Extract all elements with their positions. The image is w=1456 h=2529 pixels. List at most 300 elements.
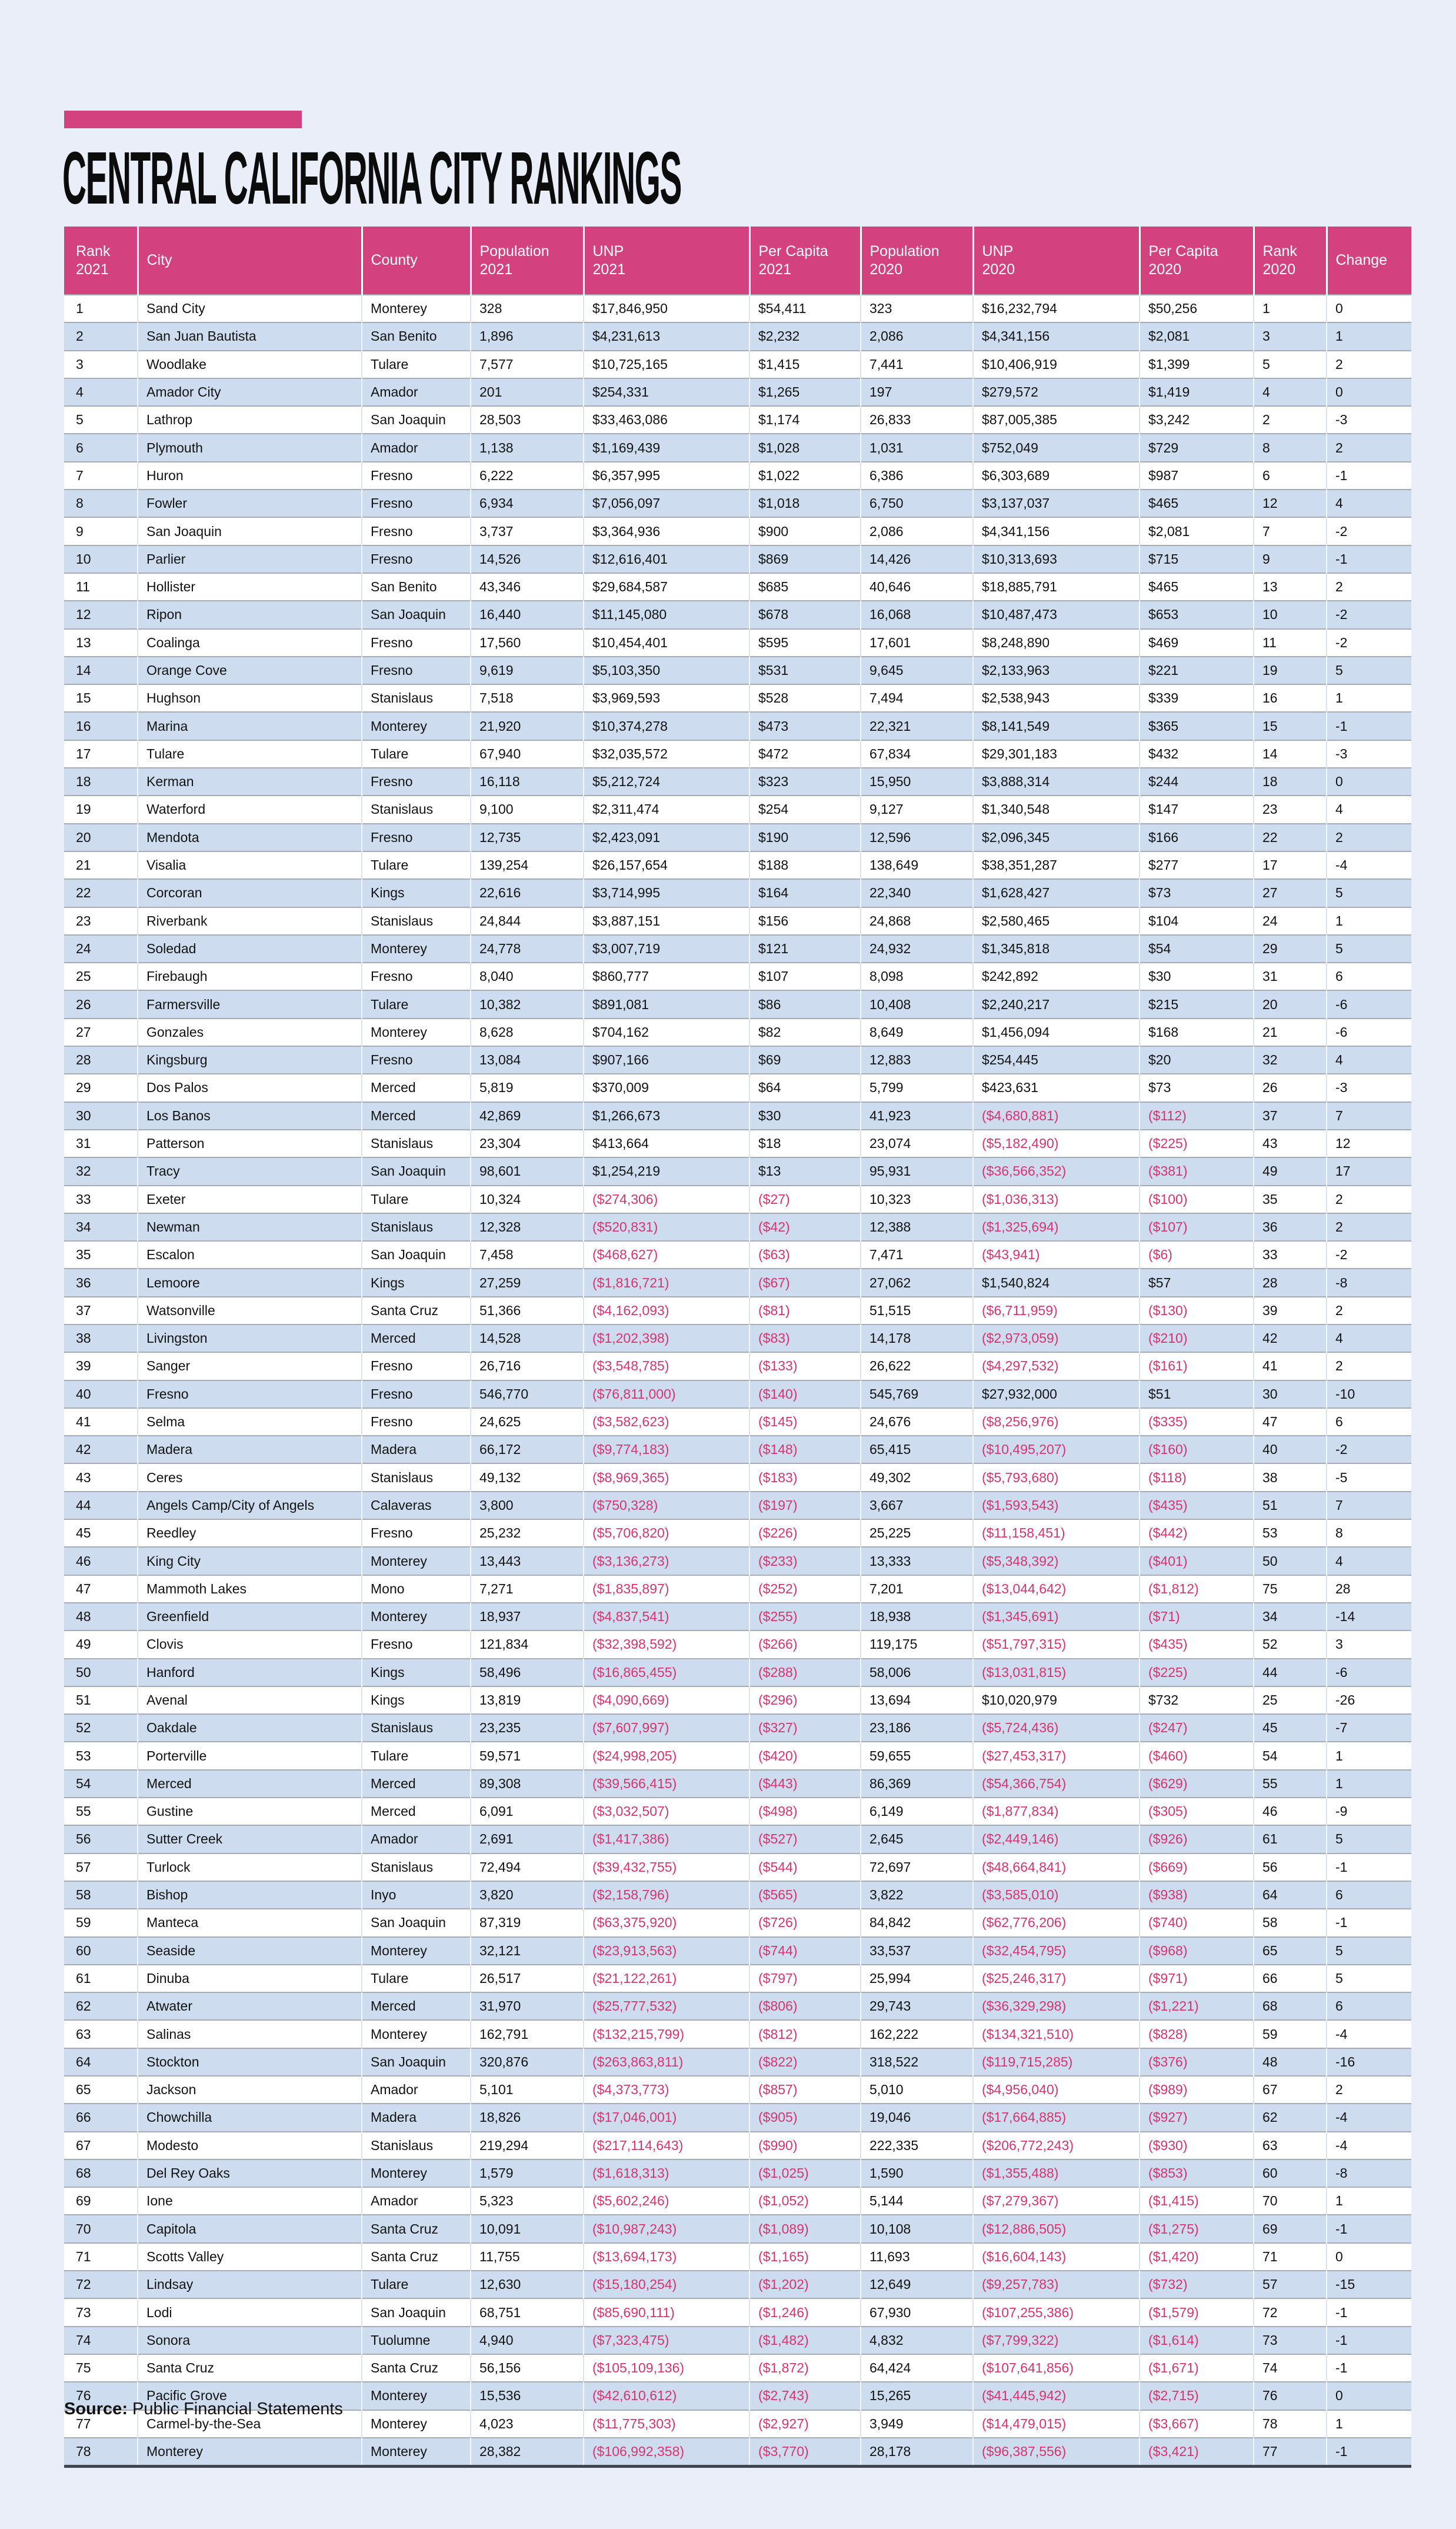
cell-pc2020: $2,081 xyxy=(1140,517,1254,545)
cell-county: Kings xyxy=(362,1659,471,1686)
cell-pc2021: $869 xyxy=(749,545,861,573)
cell-unp2021: $3,007,719 xyxy=(584,935,749,963)
cell-city: Patterson xyxy=(138,1130,362,1157)
cell-pop2021: 121,834 xyxy=(471,1630,584,1658)
cell-unp2021: ($63,375,920) xyxy=(584,1909,749,1936)
cell-pop2020: 23,074 xyxy=(861,1130,973,1157)
cell-unp2021: $3,969,593 xyxy=(584,684,749,712)
cell-city: Riverbank xyxy=(138,907,362,935)
cell-pop2020: 65,415 xyxy=(861,1436,973,1463)
cell-pop2021: 18,937 xyxy=(471,1603,584,1630)
cell-pop2020: 1,590 xyxy=(861,2159,973,2187)
cell-pc2021: ($27) xyxy=(749,1186,861,1213)
cell-change: 2 xyxy=(1327,824,1411,851)
table-row xyxy=(64,1881,1411,1909)
cell-pc2021: ($420) xyxy=(749,1742,861,1769)
cell-rank2021: 34 xyxy=(64,1213,138,1241)
table-row xyxy=(64,740,1411,768)
cell-change: -2 xyxy=(1327,517,1411,545)
cell-rank2020: 63 xyxy=(1254,2132,1327,2159)
cell-city: Sonora xyxy=(138,2327,362,2354)
cell-pc2020: $987 xyxy=(1140,462,1254,490)
cell-county: Madera xyxy=(362,2104,471,2131)
cell-unp2021: ($1,816,721) xyxy=(584,1269,749,1296)
cell-pc2020: ($926) xyxy=(1140,1825,1254,1853)
cell-pop2021: 3,820 xyxy=(471,1881,584,1909)
cell-unp2021: ($15,180,254) xyxy=(584,2271,749,2298)
cell-pc2021: $82 xyxy=(749,1019,861,1046)
cell-county: Merced xyxy=(362,1992,471,2020)
cell-unp2021: ($39,432,755) xyxy=(584,1854,749,1881)
cell-rank2021: 15 xyxy=(64,684,138,712)
cell-pop2020: 6,386 xyxy=(861,462,973,490)
cell-pop2020: 67,930 xyxy=(861,2298,973,2326)
table-row xyxy=(64,1157,1411,1185)
cell-city: Manteca xyxy=(138,1909,362,1936)
cell-rank2020: 28 xyxy=(1254,1269,1327,1296)
cell-pop2021: 12,630 xyxy=(471,2271,584,2298)
cell-unp2021: ($274,306) xyxy=(584,1186,749,1213)
table-row xyxy=(64,1909,1411,1936)
cell-unp2021: ($4,837,541) xyxy=(584,1603,749,1630)
cell-rank2020: 62 xyxy=(1254,2104,1327,2131)
cell-pc2021: ($726) xyxy=(749,1909,861,1936)
cell-unp2021: ($3,582,623) xyxy=(584,1408,749,1436)
cell-pc2020: $3,242 xyxy=(1140,406,1254,434)
cell-pop2021: 13,443 xyxy=(471,1547,584,1575)
cell-rank2021: 39 xyxy=(64,1352,138,1380)
cell-pc2020: ($732) xyxy=(1140,2271,1254,2298)
table-row xyxy=(64,295,1411,322)
cell-change: -1 xyxy=(1327,2298,1411,2326)
cell-rank2021: 25 xyxy=(64,963,138,990)
cell-pop2021: 1,896 xyxy=(471,322,584,350)
cell-county: Merced xyxy=(362,1770,471,1798)
cell-city: Visalia xyxy=(138,851,362,879)
table-row xyxy=(64,1213,1411,1241)
cell-change: 2 xyxy=(1327,1213,1411,1241)
cell-pc2020: ($376) xyxy=(1140,2048,1254,2076)
cell-unp2020: $8,248,890 xyxy=(973,629,1140,657)
cell-pop2020: 23,186 xyxy=(861,1714,973,1742)
cell-rank2021: 3 xyxy=(64,351,138,378)
cell-county: Monterey xyxy=(362,295,471,322)
cell-pop2021: 7,458 xyxy=(471,1241,584,1269)
table-row xyxy=(64,1019,1411,1046)
cell-rank2020: 17 xyxy=(1254,851,1327,879)
cell-unp2021: $907,166 xyxy=(584,1046,749,1074)
cell-pop2020: 5,144 xyxy=(861,2187,973,2215)
cell-rank2020: 58 xyxy=(1254,1909,1327,1936)
cell-pc2020: ($853) xyxy=(1140,2159,1254,2187)
cell-unp2020: ($4,956,040) xyxy=(973,2076,1140,2104)
cell-change: 2 xyxy=(1327,1186,1411,1213)
cell-rank2020: 32 xyxy=(1254,1046,1327,1074)
cell-pc2021: ($1,482) xyxy=(749,2327,861,2354)
cell-city: Mendota xyxy=(138,824,362,851)
cell-pc2020: $1,399 xyxy=(1140,351,1254,378)
table-row xyxy=(64,2243,1411,2271)
cell-unp2020: $10,020,979 xyxy=(973,1686,1140,1714)
table-row xyxy=(64,1380,1411,1408)
table-row xyxy=(64,1269,1411,1296)
cell-unp2020: $4,341,156 xyxy=(973,517,1140,545)
cell-change: -1 xyxy=(1327,2438,1411,2467)
cell-pc2020: $277 xyxy=(1140,851,1254,879)
cell-unp2020: ($1,877,834) xyxy=(973,1798,1140,1825)
cell-city: Capitola xyxy=(138,2215,362,2242)
table-row xyxy=(64,684,1411,712)
cell-pc2021: ($990) xyxy=(749,2132,861,2159)
cell-rank2020: 25 xyxy=(1254,1686,1327,1714)
cell-city: Firebaugh xyxy=(138,963,362,990)
cell-rank2020: 9 xyxy=(1254,545,1327,573)
cell-pop2021: 16,118 xyxy=(471,768,584,796)
cell-pc2021: ($148) xyxy=(749,1436,861,1463)
cell-unp2020: ($9,257,783) xyxy=(973,2271,1140,2298)
cell-city: Soledad xyxy=(138,935,362,963)
cell-city: Dinuba xyxy=(138,1965,362,1992)
cell-rank2021: 36 xyxy=(64,1269,138,1296)
cell-pc2021: $254 xyxy=(749,796,861,823)
cell-rank2021: 69 xyxy=(64,2187,138,2215)
cell-pop2021: 3,800 xyxy=(471,1492,584,1519)
cell-pop2020: 10,408 xyxy=(861,990,973,1018)
cell-unp2020: $27,932,000 xyxy=(973,1380,1140,1408)
table-row xyxy=(64,462,1411,490)
cell-pop2021: 546,770 xyxy=(471,1380,584,1408)
cell-rank2020: 24 xyxy=(1254,907,1327,935)
cell-rank2020: 56 xyxy=(1254,1854,1327,1881)
cell-pop2021: 51,366 xyxy=(471,1297,584,1325)
cell-pc2020: $166 xyxy=(1140,824,1254,851)
cell-rank2021: 4 xyxy=(64,378,138,406)
cell-rank2021: 71 xyxy=(64,2243,138,2271)
cell-county: Stanislaus xyxy=(362,684,471,712)
cell-rank2020: 26 xyxy=(1254,1074,1327,1102)
cell-rank2021: 13 xyxy=(64,629,138,657)
cell-unp2020: $6,303,689 xyxy=(973,462,1140,490)
cell-pop2021: 4,940 xyxy=(471,2327,584,2354)
cell-change: -14 xyxy=(1327,1603,1411,1630)
cell-unp2020: $752,049 xyxy=(973,434,1140,461)
cell-pop2021: 24,778 xyxy=(471,935,584,963)
cell-pc2020: ($118) xyxy=(1140,1463,1254,1491)
cell-city: Clovis xyxy=(138,1630,362,1658)
cell-pc2020: ($1,671) xyxy=(1140,2354,1254,2382)
cell-pc2020: $365 xyxy=(1140,712,1254,740)
cell-county: Merced xyxy=(362,1798,471,1825)
cell-pc2021: ($288) xyxy=(749,1659,861,1686)
cell-pc2021: ($806) xyxy=(749,1992,861,2020)
cell-county: Santa Cruz xyxy=(362,2243,471,2271)
cell-change: 17 xyxy=(1327,1157,1411,1185)
cell-pc2021: ($266) xyxy=(749,1630,861,1658)
cell-rank2021: 55 xyxy=(64,1798,138,1825)
cell-change: -3 xyxy=(1327,406,1411,434)
cell-city: Lathrop xyxy=(138,406,362,434)
cell-pop2020: 3,667 xyxy=(861,1492,973,1519)
cell-change: -16 xyxy=(1327,2048,1411,2076)
cell-unp2021: $11,145,080 xyxy=(584,601,749,628)
column-header-change: Change xyxy=(1327,227,1411,295)
cell-pc2020: ($442) xyxy=(1140,1519,1254,1547)
cell-change: 6 xyxy=(1327,963,1411,990)
cell-rank2021: 62 xyxy=(64,1992,138,2020)
cell-pc2020: ($740) xyxy=(1140,1909,1254,1936)
cell-pop2021: 14,526 xyxy=(471,545,584,573)
cell-pc2021: $107 xyxy=(749,963,861,990)
table-row xyxy=(64,2187,1411,2215)
cell-pc2020: ($100) xyxy=(1140,1186,1254,1213)
cell-pc2021: $595 xyxy=(749,629,861,657)
cell-unp2021: ($16,865,455) xyxy=(584,1659,749,1686)
cell-change: 1 xyxy=(1327,2187,1411,2215)
cell-unp2020: $2,538,943 xyxy=(973,684,1140,712)
cell-city: Kingsburg xyxy=(138,1046,362,1074)
cell-pc2020: ($225) xyxy=(1140,1130,1254,1157)
cell-county: Fresno xyxy=(362,517,471,545)
cell-rank2021: 61 xyxy=(64,1965,138,1992)
cell-rank2020: 16 xyxy=(1254,684,1327,712)
cell-rank2020: 37 xyxy=(1254,1102,1327,1130)
cell-unp2021: $10,725,165 xyxy=(584,351,749,378)
cell-pc2020: $147 xyxy=(1140,796,1254,823)
cell-county: Fresno xyxy=(362,1519,471,1547)
cell-unp2020: ($2,973,059) xyxy=(973,1325,1140,1352)
cell-pc2021: $164 xyxy=(749,879,861,907)
cell-pc2021: $473 xyxy=(749,712,861,740)
cell-rank2021: 75 xyxy=(64,2354,138,2382)
cell-pop2021: 28,382 xyxy=(471,2438,584,2467)
cell-unp2021: ($3,136,273) xyxy=(584,1547,749,1575)
cell-pop2021: 24,625 xyxy=(471,1408,584,1436)
cell-unp2020: ($13,031,815) xyxy=(973,1659,1140,1686)
cell-pop2021: 8,628 xyxy=(471,1019,584,1046)
column-header-unp2021: UNP 2021 xyxy=(584,227,749,295)
cell-pop2020: 2,086 xyxy=(861,322,973,350)
cell-county: Santa Cruz xyxy=(362,2215,471,2242)
cell-city: Modesto xyxy=(138,2132,362,2159)
cell-change: 12 xyxy=(1327,1130,1411,1157)
cell-pc2021: ($1,872) xyxy=(749,2354,861,2382)
cell-pc2021: ($63) xyxy=(749,1241,861,1269)
cell-city: Lemoore xyxy=(138,1269,362,1296)
cell-unp2021: $860,777 xyxy=(584,963,749,990)
table-row xyxy=(64,573,1411,601)
cell-county: Stanislaus xyxy=(362,907,471,935)
cell-unp2021: $5,212,724 xyxy=(584,768,749,796)
cell-rank2021: 51 xyxy=(64,1686,138,1714)
cell-pop2021: 32,121 xyxy=(471,1937,584,1965)
cell-pop2021: 5,101 xyxy=(471,2076,584,2104)
header-row xyxy=(64,227,1411,295)
table-row xyxy=(64,351,1411,378)
table-row xyxy=(64,851,1411,879)
cell-city: Salinas xyxy=(138,2020,362,2048)
cell-county: Fresno xyxy=(362,1046,471,1074)
cell-unp2020: $1,456,094 xyxy=(973,1019,1140,1046)
cell-county: Tulare xyxy=(362,1742,471,1769)
table-row xyxy=(64,1408,1411,1436)
cell-pop2020: 19,046 xyxy=(861,2104,973,2131)
cell-rank2021: 1 xyxy=(64,295,138,322)
cell-unp2020: ($51,797,315) xyxy=(973,1630,1140,1658)
cell-pc2020: $244 xyxy=(1140,768,1254,796)
cell-change: 0 xyxy=(1327,768,1411,796)
cell-county: Monterey xyxy=(362,1603,471,1630)
table-row xyxy=(64,1463,1411,1491)
cell-city: Jackson xyxy=(138,2076,362,2104)
cell-pop2020: 64,424 xyxy=(861,2354,973,2382)
cell-city: Bishop xyxy=(138,1881,362,1909)
cell-unp2020: $1,628,427 xyxy=(973,879,1140,907)
cell-unp2020: $8,141,549 xyxy=(973,712,1140,740)
cell-pc2021: ($822) xyxy=(749,2048,861,2076)
cell-county: Fresno xyxy=(362,462,471,490)
cell-city: Gustine xyxy=(138,1798,362,1825)
cell-city: Lindsay xyxy=(138,2271,362,2298)
cell-pc2020: $715 xyxy=(1140,545,1254,573)
cell-unp2020: ($62,776,206) xyxy=(973,1909,1140,1936)
cell-rank2020: 21 xyxy=(1254,1019,1327,1046)
cell-rank2020: 45 xyxy=(1254,1714,1327,1742)
cell-unp2021: ($7,607,997) xyxy=(584,1714,749,1742)
cell-pop2021: 6,091 xyxy=(471,1798,584,1825)
cell-pc2020: ($247) xyxy=(1140,1714,1254,1742)
cell-city: Amador City xyxy=(138,378,362,406)
table-row xyxy=(64,2020,1411,2048)
cell-unp2020: ($107,255,386) xyxy=(973,2298,1140,2326)
cell-unp2021: ($4,090,669) xyxy=(584,1686,749,1714)
cell-pop2020: 24,676 xyxy=(861,1408,973,1436)
cell-rank2021: 8 xyxy=(64,490,138,517)
cell-county: San Joaquin xyxy=(362,2048,471,2076)
cell-unp2021: $891,081 xyxy=(584,990,749,1018)
table-row xyxy=(64,490,1411,517)
cell-pc2020: $104 xyxy=(1140,907,1254,935)
cell-rank2020: 52 xyxy=(1254,1630,1327,1658)
cell-rank2020: 43 xyxy=(1254,1130,1327,1157)
table-header xyxy=(64,227,1411,295)
cell-change: 4 xyxy=(1327,796,1411,823)
table-row xyxy=(64,1854,1411,1881)
table-row xyxy=(64,517,1411,545)
cell-change: 3 xyxy=(1327,1630,1411,1658)
cell-unp2020: $10,487,473 xyxy=(973,601,1140,628)
cell-city: San Juan Bautista xyxy=(138,322,362,350)
cell-unp2021: ($1,835,897) xyxy=(584,1575,749,1603)
cell-rank2020: 41 xyxy=(1254,1352,1327,1380)
cell-pc2020: ($1,812) xyxy=(1140,1575,1254,1603)
cell-pop2020: 51,515 xyxy=(861,1297,973,1325)
cell-pop2021: 7,271 xyxy=(471,1575,584,1603)
cell-pop2020: 28,178 xyxy=(861,2438,973,2467)
cell-change: 4 xyxy=(1327,1547,1411,1575)
cell-change: -6 xyxy=(1327,1019,1411,1046)
cell-rank2021: 43 xyxy=(64,1463,138,1491)
cell-unp2021: ($10,987,243) xyxy=(584,2215,749,2242)
cell-rank2020: 8 xyxy=(1254,434,1327,461)
cell-rank2020: 77 xyxy=(1254,2438,1327,2467)
cell-city: Ripon xyxy=(138,601,362,628)
cell-pop2021: 5,323 xyxy=(471,2187,584,2215)
cell-pc2020: ($401) xyxy=(1140,1547,1254,1575)
table-row xyxy=(64,935,1411,963)
cell-change: 5 xyxy=(1327,657,1411,684)
cell-unp2020: ($119,715,285) xyxy=(973,2048,1140,2076)
table-row xyxy=(64,1798,1411,1825)
cell-county: San Joaquin xyxy=(362,601,471,628)
cell-rank2021: 33 xyxy=(64,1186,138,1213)
cell-pop2021: 25,232 xyxy=(471,1519,584,1547)
cell-unp2021: ($5,706,820) xyxy=(584,1519,749,1547)
cell-rank2021: 48 xyxy=(64,1603,138,1630)
cell-pop2020: 15,950 xyxy=(861,768,973,796)
cell-pop2020: 9,127 xyxy=(861,796,973,823)
cell-unp2021: $1,254,219 xyxy=(584,1157,749,1185)
cell-pop2021: 11,755 xyxy=(471,2243,584,2271)
cell-pc2020: $215 xyxy=(1140,990,1254,1018)
cell-city: Selma xyxy=(138,1408,362,1436)
cell-pop2020: 16,068 xyxy=(861,601,973,628)
cell-pop2021: 1,138 xyxy=(471,434,584,461)
cell-rank2020: 67 xyxy=(1254,2076,1327,2104)
cell-county: Fresno xyxy=(362,1352,471,1380)
cell-pop2021: 6,222 xyxy=(471,462,584,490)
cell-pop2021: 13,819 xyxy=(471,1686,584,1714)
cell-pop2021: 162,791 xyxy=(471,2020,584,2048)
cell-pc2020: ($629) xyxy=(1140,1770,1254,1798)
cell-county: San Benito xyxy=(362,322,471,350)
cell-pop2021: 12,328 xyxy=(471,1213,584,1241)
table-row xyxy=(64,657,1411,684)
cell-rank2020: 19 xyxy=(1254,657,1327,684)
cell-change: 6 xyxy=(1327,1881,1411,1909)
cell-rank2020: 2 xyxy=(1254,406,1327,434)
cell-county: Monterey xyxy=(362,1547,471,1575)
cell-city: Sutter Creek xyxy=(138,1825,362,1853)
cell-pc2021: ($1,246) xyxy=(749,2298,861,2326)
cell-pc2021: ($565) xyxy=(749,1881,861,1909)
cell-pop2020: 72,697 xyxy=(861,1854,973,1881)
cell-county: San Joaquin xyxy=(362,2298,471,2326)
cell-pop2021: 201 xyxy=(471,378,584,406)
cell-pop2020: 5,799 xyxy=(861,1074,973,1102)
cell-unp2021: ($1,618,313) xyxy=(584,2159,749,2187)
cell-rank2020: 11 xyxy=(1254,629,1327,657)
cell-city: Coalinga xyxy=(138,629,362,657)
cell-pc2021: $528 xyxy=(749,684,861,712)
cell-pc2021: ($527) xyxy=(749,1825,861,1853)
cell-pop2020: 22,321 xyxy=(861,712,973,740)
cell-city: Plymouth xyxy=(138,434,362,461)
cell-rank2021: 46 xyxy=(64,1547,138,1575)
cell-change: -4 xyxy=(1327,2132,1411,2159)
cell-unp2021: $370,009 xyxy=(584,1074,749,1102)
cell-pop2020: 222,335 xyxy=(861,2132,973,2159)
cell-unp2020: ($5,724,436) xyxy=(973,1714,1140,1742)
cell-rank2021: 32 xyxy=(64,1157,138,1185)
cell-pop2020: 10,323 xyxy=(861,1186,973,1213)
cell-unp2020: ($13,044,642) xyxy=(973,1575,1140,1603)
cell-county: Fresno xyxy=(362,1408,471,1436)
cell-county: Kings xyxy=(362,1269,471,1296)
table-row xyxy=(64,629,1411,657)
cell-city: Atwater xyxy=(138,1992,362,2020)
cell-pop2020: 10,108 xyxy=(861,2215,973,2242)
cell-pc2021: $18 xyxy=(749,1130,861,1157)
